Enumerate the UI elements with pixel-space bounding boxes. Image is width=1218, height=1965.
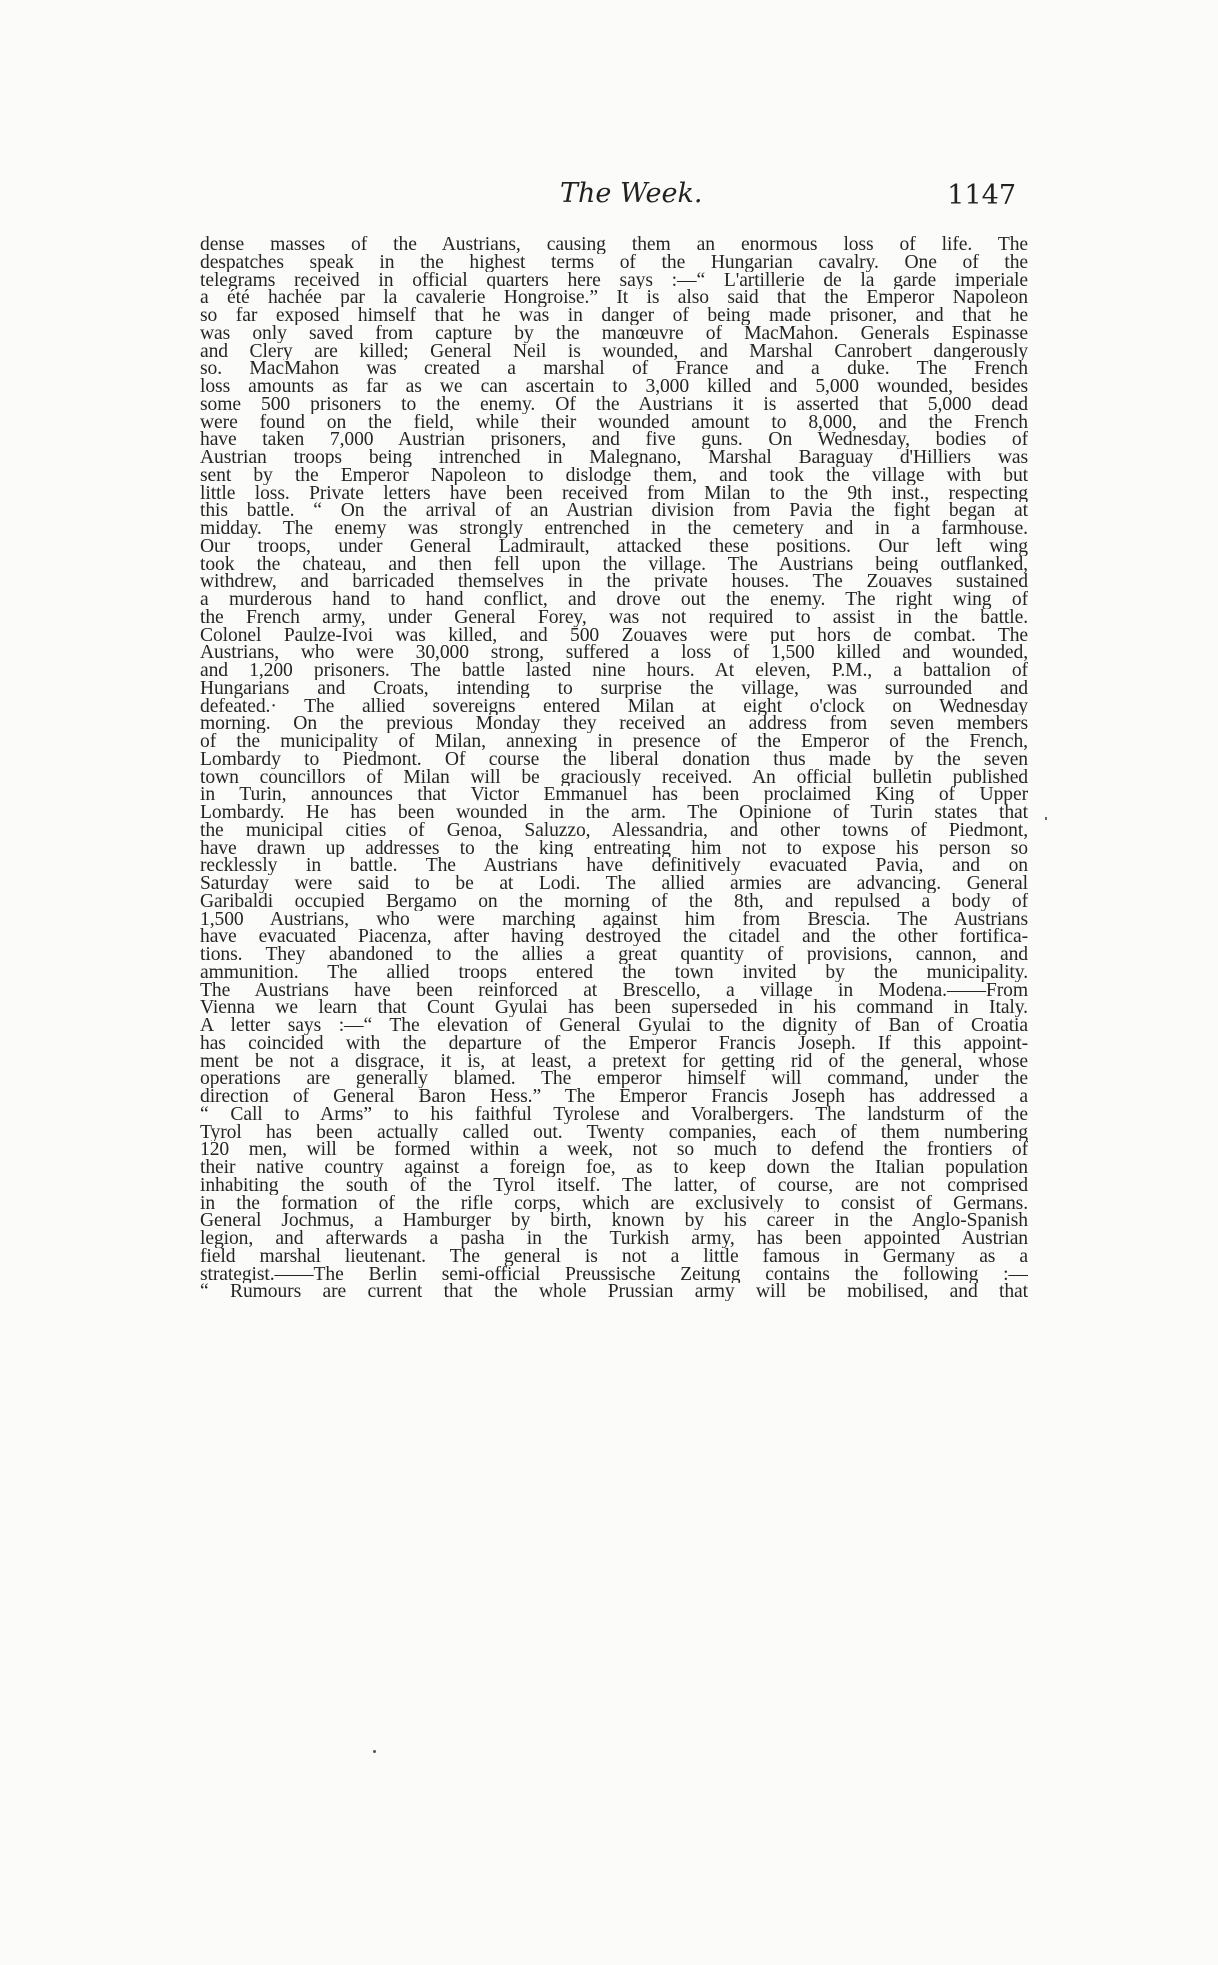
text-line: The Austrians have been reinforced at Brescello, a village in Modena.——From bbox=[200, 981, 1028, 1000]
text-line: were found on the field, while their wounded amount to 8,000, and the French bbox=[200, 413, 1028, 432]
text-line: sent by the Emperor Napoleon to dislodge them, and took the village with but bbox=[200, 466, 1028, 485]
text-line: have evacuated Piacenza, after having destroyed the citadel and the other fortifica- bbox=[200, 928, 1028, 946]
text-line: in Turin, announces that Victor Emmanuel has been proclaimed King of Upper bbox=[200, 786, 1028, 804]
text-line: tions. They abandoned to the allies a great quantity of provisions, cannon, and bbox=[200, 946, 1028, 964]
text-line: Austrian troops being intrenched in Malegnano, Marshal Baraguay d'Hilliers was bbox=[200, 449, 1028, 467]
running-title: The Week. bbox=[560, 178, 703, 209]
text-line: operations are generally blamed. The emperor himself will command, under the bbox=[200, 1070, 1028, 1088]
text-line: Our troops, under General Ladmirault, attacked these positions. Our left wing bbox=[200, 537, 1028, 556]
text-line: so far exposed himself that he was in danger of being made prisoner, and that he bbox=[200, 307, 1028, 325]
text-line: was only saved from capture by the manœuvre of MacMahon. Generals Espinasse bbox=[200, 324, 1028, 343]
text-line: and 1,200 prisoners. The battle lasted nine hours. At eleven, P.M., a battalion of bbox=[200, 662, 1028, 680]
text-line: Austrians, who were 30,000 strong, suffered a loss of 1,500 killed and wounded, bbox=[200, 644, 1028, 662]
text-line: Saturday were said to be at Lodi. The allied armies are advancing. General bbox=[200, 875, 1028, 893]
text-line: legion, and afterwards a pasha in the Turkish army, has been appointed Austrian bbox=[200, 1230, 1028, 1248]
article-body bbox=[200, 236, 1028, 1301]
running-head bbox=[200, 178, 1030, 218]
text-line: inhabiting the south of the Tyrol itself. The latter, of course, are not comprised bbox=[200, 1176, 1028, 1195]
text-line: defeated.· The allied sovereigns entered Milan at eight o'clock on Wednesday bbox=[200, 697, 1028, 716]
text-line: Colonel Paulze-Ivoi was killed, and 500 Zouaves were put hors de combat. The bbox=[200, 626, 1028, 645]
text-line: little loss. Private letters have been received from Milan to the 9th inst., respecting bbox=[200, 484, 1028, 503]
text-line: ment be not a disgrace, it is, at least, a pretext for getting rid of the general, whose bbox=[200, 1052, 1028, 1071]
text-line: has coincided with the departure of the Emperor Francis Joseph. If this appoint- bbox=[200, 1034, 1028, 1053]
text-line: 120 men, will be formed within a week, not so much to defend the frontiers of bbox=[200, 1141, 1028, 1159]
text-line: have taken 7,000 Austrian prisoners, and five guns. On Wednesday, bodies of bbox=[200, 431, 1028, 449]
text-line: so. MacMahon was created a marshal of France and a duke. The French bbox=[200, 360, 1028, 378]
text-line: Vienna we learn that Count Gyulai has been superseded in his command in Italy. bbox=[200, 999, 1028, 1017]
text-line: A letter says :—“ The elevation of General Gyulai to the dignity of Ban of Croatia bbox=[200, 1017, 1028, 1035]
text-line: dense masses of the Austrians, causing them an enormous loss of life. The bbox=[200, 236, 1028, 254]
text-line: telegrams received in official quarters here says :—“ L'artillerie de la garde imperiale bbox=[200, 271, 1028, 290]
text-line: the French army, under General Forey, was not required to assist in the battle. bbox=[200, 608, 1028, 627]
text-line: “ Rumours are current that the whole Prussian army will be mobilised, and that bbox=[200, 1283, 1028, 1301]
text-line: recklessly in battle. The Austrians have definitively evacuated Pavia, and on bbox=[200, 857, 1028, 875]
text-line: Tyrol has been actually called out. Twenty companies, each of them numbering bbox=[200, 1123, 1028, 1142]
text-line: strategist.——The Berlin semi-official Preussische Zeitung contains the following :— bbox=[200, 1265, 1028, 1284]
text-line: morning. On the previous Monday they received an address from seven members bbox=[200, 715, 1028, 733]
text-line: field marshal lieutenant. The general is not a little famous in Germany as a bbox=[200, 1247, 1028, 1266]
text-line: Garibaldi occupied Bergamo on the morning of the 8th, and repulsed a body of bbox=[200, 892, 1028, 911]
text-line: Hungarians and Croats, intending to surprise the village, was surrounded and bbox=[200, 679, 1028, 698]
text-line: town councillors of Milan will be graciously received. An official bulletin published bbox=[200, 768, 1028, 787]
print-speck bbox=[373, 1750, 376, 1753]
text-line: and Clery are killed; General Neil is wounded, and Marshal Canrobert dangerously bbox=[200, 342, 1028, 361]
text-line: loss amounts as far as we can ascertain to 3,000 killed and 5,000 wounded, besides bbox=[200, 378, 1028, 396]
text-line: some 500 prisoners to the enemy. Of the Austrians it is asserted that 5,000 dead bbox=[200, 395, 1028, 414]
text-line: in the formation of the rifle corps, which are exclusively to consist of Germans. bbox=[200, 1194, 1028, 1213]
page-number: 1147 bbox=[947, 180, 1016, 211]
text-line: Lombardy. He has been wounded in the arm. The Opinione of Turin states that bbox=[200, 804, 1028, 822]
text-line: this battle. “ On the arrival of an Austrian division from Pavia the fight began at bbox=[200, 502, 1028, 520]
text-line: General Jochmus, a Hamburger by birth, known by his career in the Anglo-Spanish bbox=[200, 1212, 1028, 1230]
text-line: “ Call to Arms” to his faithful Tyrolese and Voralbergers. The landsturm of the bbox=[200, 1105, 1028, 1124]
text-line: 1,500 Austrians, who were marching against him from Brescia. The Austrians bbox=[200, 910, 1028, 929]
text-line: midday. The enemy was strongly entrenched in the cemetery and in a farmhouse. bbox=[200, 520, 1028, 538]
text-line: their native country against a foreign foe, as to keep down the Italian population bbox=[200, 1159, 1028, 1177]
text-line: Lombardy to Piedmont. Of course the liberal donation thus made by the seven bbox=[200, 750, 1028, 769]
text-line: took the chateau, and then fell upon the village. The Austrians being outflanked, bbox=[200, 555, 1028, 574]
print-speck bbox=[1045, 817, 1047, 820]
text-line: direction of General Baron Hess.” The Emperor Francis Joseph has addressed a bbox=[200, 1088, 1028, 1106]
text-line: of the municipality of Milan, annexing in presence of the Emperor of the French, bbox=[200, 733, 1028, 751]
text-line: a murderous hand to hand conflict, and drove out the enemy. The right wing of bbox=[200, 591, 1028, 609]
text-line: the municipal cities of Genoa, Saluzzo, Alessandria, and other towns of Piedmont, bbox=[200, 821, 1028, 840]
text-line: have drawn up addresses to the king entreating him not to expose his person so bbox=[200, 839, 1028, 858]
text-line: a été hachée par la cavalerie Hongroise.” It is also said that the Emperor Napoleon bbox=[200, 289, 1028, 307]
text-line: despatches speak in the highest terms of the Hungarian cavalry. One of the bbox=[200, 253, 1028, 272]
text-line: withdrew, and barricaded themselves in the private houses. The Zouaves sustained bbox=[200, 573, 1028, 591]
text-line: ammunition. The allied troops entered the town invited by the municipality. bbox=[200, 963, 1028, 982]
